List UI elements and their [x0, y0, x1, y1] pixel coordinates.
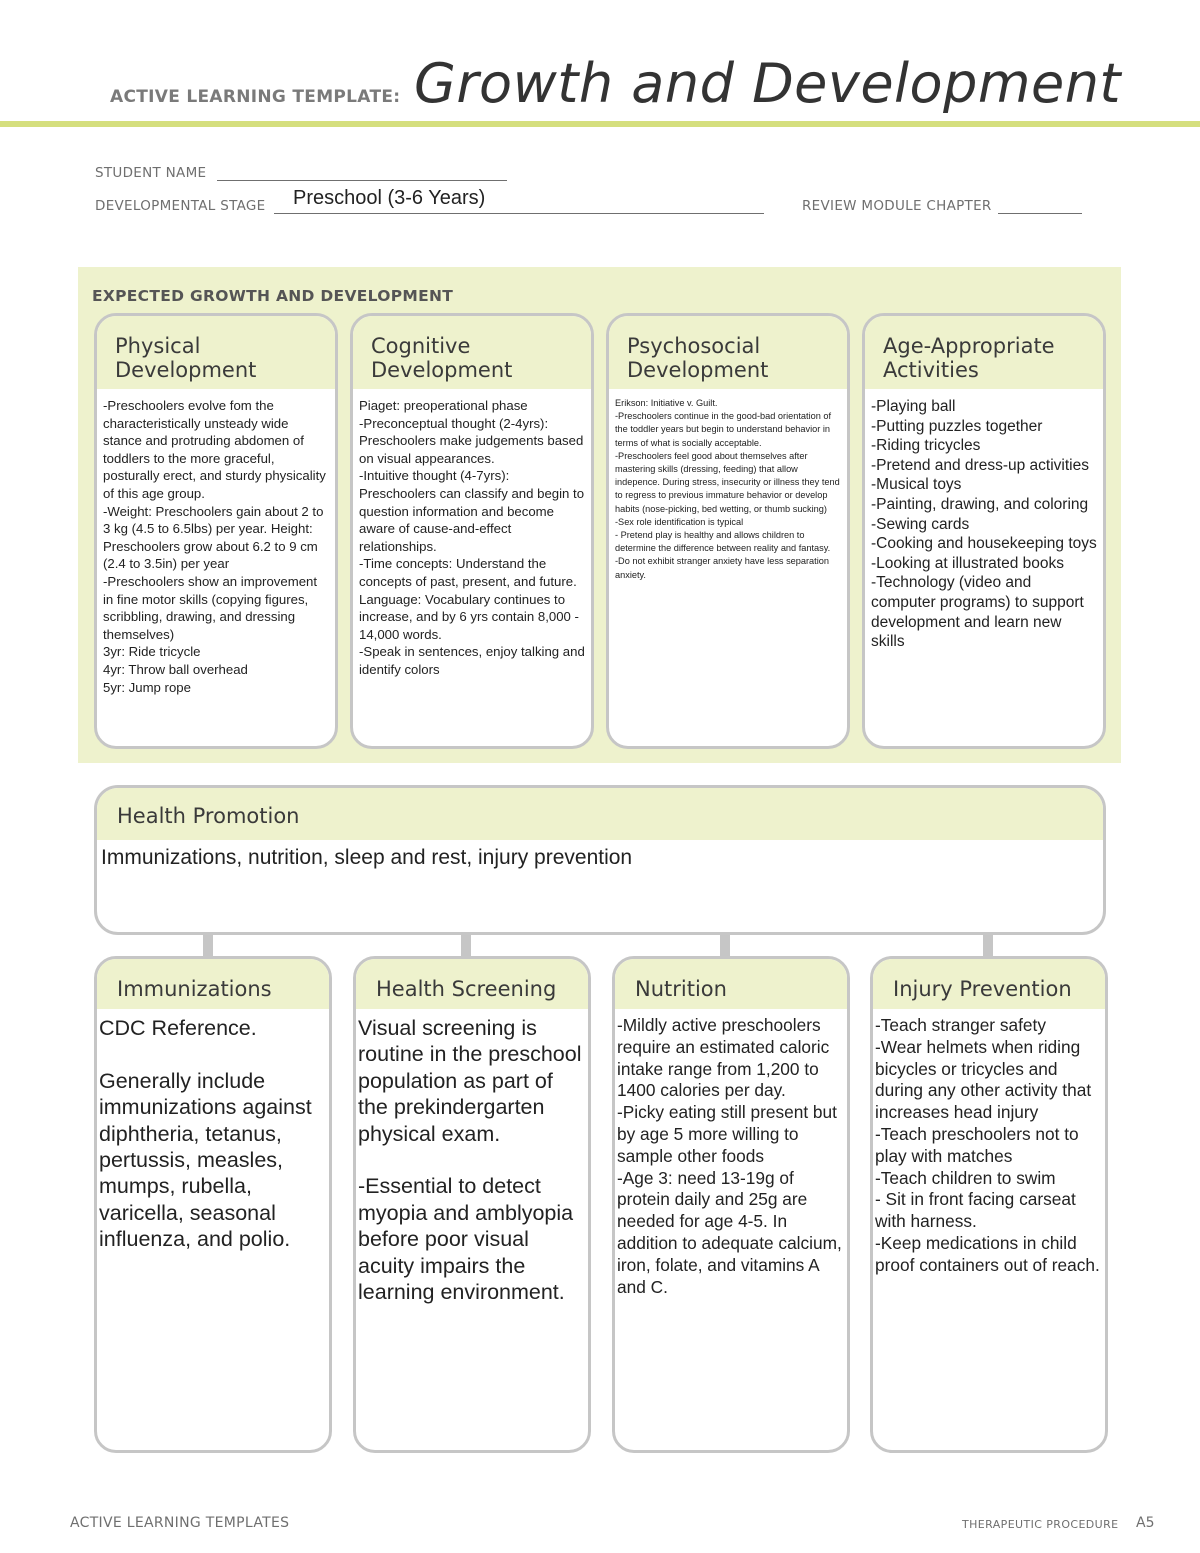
health-screening-title: Health Screening	[356, 959, 588, 1011]
page-header	[0, 0, 1200, 128]
physical-development-text[interactable]: -Preschoolers evolve fom the characteristically unsteady wide stance and protruding abdomen of toddlers to the more graceful, posturally erect, and sturdy physicality of this age group. -Weight: Preschoolers gain about 2 to 3 kg (4.5 to 6.5lbs) per year. Height: Preschoolers grow about 6.2 to 9 cm (2.4 to 3.5in) per year -Preschoolers show an improvement in fine motor skills (copying figures, scribbling, drawing, and dressing themselves) 3yr: Ride tricycle 4yr: Throw ball overhead 5yr: Jump rope	[103, 398, 326, 695]
age-appropriate-activities-card	[862, 313, 1106, 749]
review-module-field[interactable]	[802, 198, 1082, 214]
nutrition-title: Nutrition	[615, 959, 847, 1011]
review-module-line[interactable]	[998, 200, 1082, 214]
footer-right: THERAPEUTIC PROCEDURE	[962, 1518, 1119, 1531]
psychosocial-development-card	[606, 313, 850, 749]
page-number: A5	[1136, 1515, 1155, 1531]
immunizations-title: Immunizations	[97, 959, 329, 1011]
student-name-field[interactable]	[95, 165, 507, 181]
review-module-label: REVIEW MODULE CHAPTER	[802, 198, 992, 214]
immunizations-text[interactable]: CDC Reference. Generally include immunizations against diphtheria, tetanus, pertussis, measles, mumps, rubella, varicella, seasonal influenza, and polio.	[99, 1016, 312, 1252]
cognitive-development-title: Cognitive Development	[353, 316, 591, 391]
injury-prevention-text[interactable]: -Teach stranger safety -Wear helmets when riding bicycles or tricycles and during any other activity that increases head injury -Teach preschoolers not to play with matches -Teach children to swim - Sit in front facing carseat with harness. -Keep medications in child proof containers out of reach.	[875, 1015, 1100, 1275]
age-appropriate-activities-text[interactable]: -Playing ball -Putting puzzles together -Riding tricycles -Pretend and dress-up activities -Musical toys -Painting, drawing, and coloring -Sewing cards -Cooking and housekeeping toys -Looking at illustrated books -Technology (video and computer programs) to support development and learn new skills	[871, 398, 1097, 651]
connector	[461, 935, 471, 957]
health-screening-text[interactable]: Visual screening is routine in the preschool population as part of the prekindergarten physical exam. -Essential to detect myopia and amblyopia before poor visual acuity impairs the learning environment.	[358, 1016, 582, 1305]
connector	[720, 935, 730, 957]
psychosocial-development-text[interactable]: Erikson: Initiative v. Guilt. -Preschoolers continue in the good-bad orientation of the toddler years but begin to understand behavior in terms of what is socially acceptable. -Preschoolers feel good about themselves after mastering skills (dressing, feeding) that allow indepence. During stress, insecurity or illness they tend to regress to previous immature behavior or develop habits (nose-picking, bed wetting, or thumb sucking) -Sex role identification is typical - Pretend play is healthy and allows children to determine the difference between reality and fantasy. -Do not exhibit stranger anxiety have less separation anxiety.	[615, 398, 840, 580]
health-promotion-title: Health Promotion	[97, 788, 1103, 840]
developmental-stage-label: DEVELOPMENTAL STAGE	[95, 198, 266, 214]
immunizations-card	[94, 956, 332, 1453]
injury-prevention-title: Injury Prevention	[873, 959, 1105, 1011]
cognitive-development-text[interactable]: Piaget: preoperational phase -Preconceptual thought (2-4yrs): Preschoolers make judgements based on visual appearances. -Intuitive thought (4-7yrs): Preschoolers can classify and begin to question information and become aware of cause-and-effect relationships. -Time concepts: Understand the concepts of past, present, and future. Language: Vocabulary continues to increase, and by 6 yrs contain 8,000 - 14,000 words. -Speak in sentences, enjoy talking and identify colors	[359, 398, 585, 677]
cognitive-development-card	[350, 313, 594, 749]
psychosocial-development-title: Psychosocial Development	[609, 316, 847, 391]
health-screening-card	[353, 956, 591, 1453]
physical-development-title: Physical Development	[97, 316, 335, 391]
student-name-label: STUDENT NAME	[95, 165, 207, 181]
footer-left: ACTIVE LEARNING TEMPLATES	[70, 1515, 290, 1531]
developmental-stage-value[interactable]: Preschool (3-6 Years)	[293, 187, 486, 209]
header-rule	[0, 121, 1200, 127]
age-appropriate-activities-title: Age-Appropriate Activities	[865, 316, 1103, 391]
connector	[983, 935, 993, 957]
injury-prevention-card	[870, 956, 1108, 1453]
expected-growth-heading: EXPECTED GROWTH AND DEVELOPMENT	[92, 287, 454, 305]
template-label: ACTIVE LEARNING TEMPLATE:	[110, 87, 401, 107]
health-promotion-text[interactable]: Immunizations, nutrition, sleep and rest, injury prevention	[101, 846, 633, 869]
nutrition-text[interactable]: -Mildly active preschoolers require an estimated caloric intake range from 1,200 to 1400 calories per day. -Picky eating still present but by age 5 more willing to sample other foods -Age 3: need 13-19g of protein daily and 25g are needed for age 4-5. In addition to adequate calcium, iron, folate, and vitamins A and C.	[617, 1015, 842, 1297]
physical-development-card	[94, 313, 338, 749]
student-name-line[interactable]	[217, 167, 507, 181]
health-promotion-box	[94, 785, 1106, 935]
page-title: Growth and Development	[414, 52, 1122, 115]
connector	[203, 935, 213, 957]
nutrition-card	[612, 956, 850, 1453]
